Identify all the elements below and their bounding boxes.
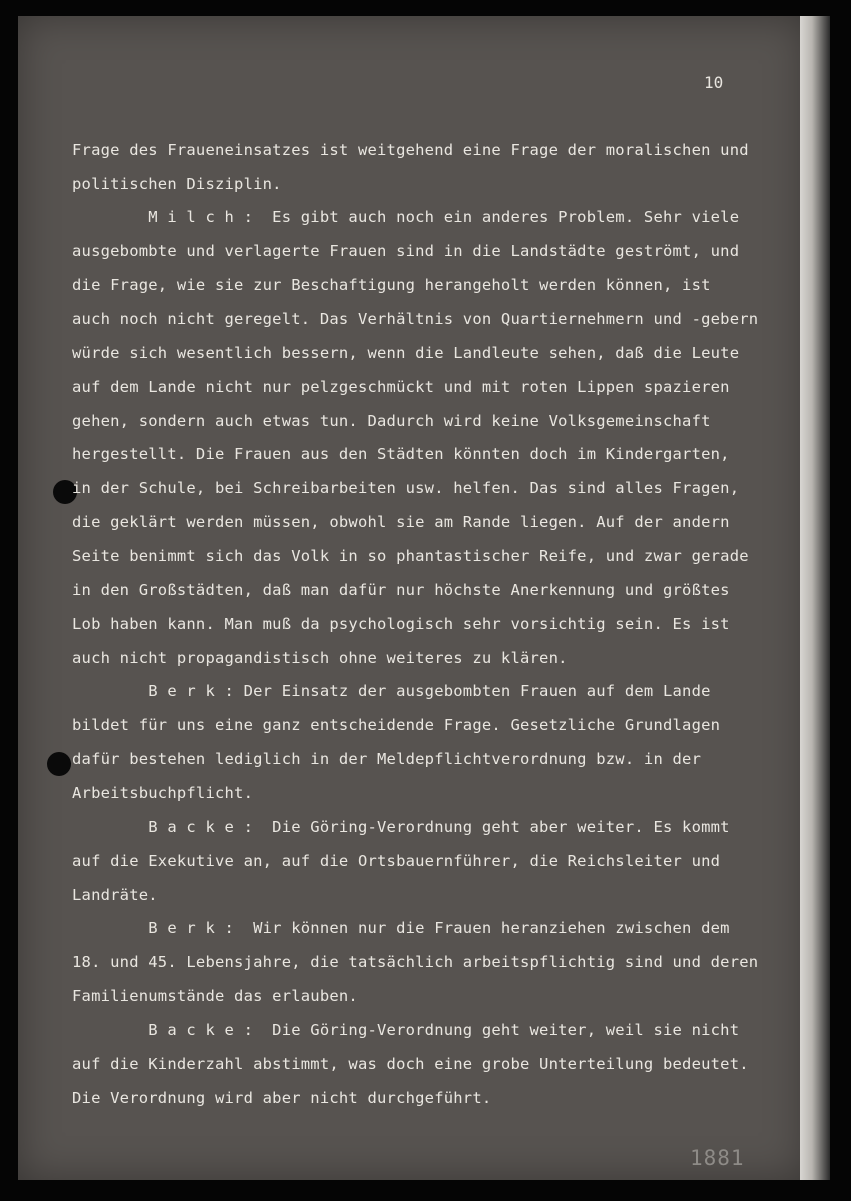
text-line: hergestellt. Die Frauen aus den Städten könnten doch im Kindergarten, bbox=[72, 445, 730, 463]
text-line: ausgebombte und verlagerte Frauen sind in die Landstädte geströmt, und bbox=[72, 242, 740, 260]
punch-hole-bottom bbox=[47, 752, 71, 776]
text-line: Lob haben kann. Man muß da psychologisch sehr vorsichtig sein. Es ist bbox=[72, 615, 730, 633]
text-line: auch noch nicht geregelt. Das Verhältnis von Quartiernehmern und -gebern bbox=[72, 310, 759, 328]
text-line: Arbeitsbuchpflicht. bbox=[72, 784, 254, 802]
text-line: Landräte. bbox=[72, 886, 158, 904]
speaker-line-milch: M i l c h : Es gibt auch noch ein anderes Problem. Sehr viele bbox=[72, 208, 740, 226]
text-line: auf dem Lande nicht nur pelzgeschmückt und mit roten Lippen spazieren bbox=[72, 378, 730, 396]
text-line: bildet für uns eine ganz entscheidende Frage. Gesetzliche Grundlagen bbox=[72, 716, 721, 734]
text-line: 18. und 45. Lebensjahre, die tatsächlich arbeitspflichtig sind und deren bbox=[72, 953, 759, 971]
text-line: die Frage, wie sie zur Beschaftigung herangeholt werden können, ist bbox=[72, 276, 711, 294]
text-line: Frage des Fraueneinsatzes ist weitgehend eine Frage der moralischen und bbox=[72, 141, 749, 159]
text-line: in der Schule, bei Schreibarbeiten usw. helfen. Das sind alles Fragen, bbox=[72, 479, 740, 497]
text-line: auf die Kinderzahl abstimmt, was doch eine grobe Unterteilung bedeutet. bbox=[72, 1055, 749, 1073]
text-line: Familienumstände das erlauben. bbox=[72, 987, 358, 1005]
text-line: auf die Exekutive an, auf die Ortsbauernführer, die Reichsleiter und bbox=[72, 852, 721, 870]
page-number: 10 bbox=[704, 73, 724, 92]
text-line: gehen, sondern auch etwas tun. Dadurch wird keine Volksgemeinschaft bbox=[72, 412, 711, 430]
text-line: würde sich wesentlich bessern, wenn die Landleute sehen, daß die Leute bbox=[72, 344, 740, 362]
text-line: dafür bestehen lediglich in der Meldepflichtverordnung bzw. in der bbox=[72, 750, 702, 768]
speaker-line-berk: B e r k : Wir können nur die Frauen heranziehen zwischen dem bbox=[72, 919, 730, 937]
text-line: politischen Disziplin. bbox=[72, 175, 282, 193]
speaker-line-berk: B e r k : Der Einsatz der ausgebombten Frauen auf dem Lande bbox=[72, 682, 711, 700]
page-edge bbox=[800, 16, 830, 1180]
text-line: Seite benimmt sich das Volk in so phantastischer Reife, und zwar gerade bbox=[72, 547, 749, 565]
text-line: in den Großstädten, daß man dafür nur höchste Anerkennung und größtes bbox=[72, 581, 730, 599]
text-line: Die Verordnung wird aber nicht durchgeführt. bbox=[72, 1089, 492, 1107]
text-line: die geklärt werden müssen, obwohl sie am Rande liegen. Auf der andern bbox=[72, 513, 730, 531]
text-line: auch nicht propagandistisch ohne weiteres zu klären. bbox=[72, 649, 568, 667]
speaker-line-backe: B a c k e : Die Göring-Verordnung geht weiter, weil sie nicht bbox=[72, 1021, 740, 1039]
speaker-line-backe: B a c k e : Die Göring-Verordnung geht aber weiter. Es kommt bbox=[72, 818, 730, 836]
archive-stamp-number: 1881 bbox=[690, 1146, 745, 1170]
